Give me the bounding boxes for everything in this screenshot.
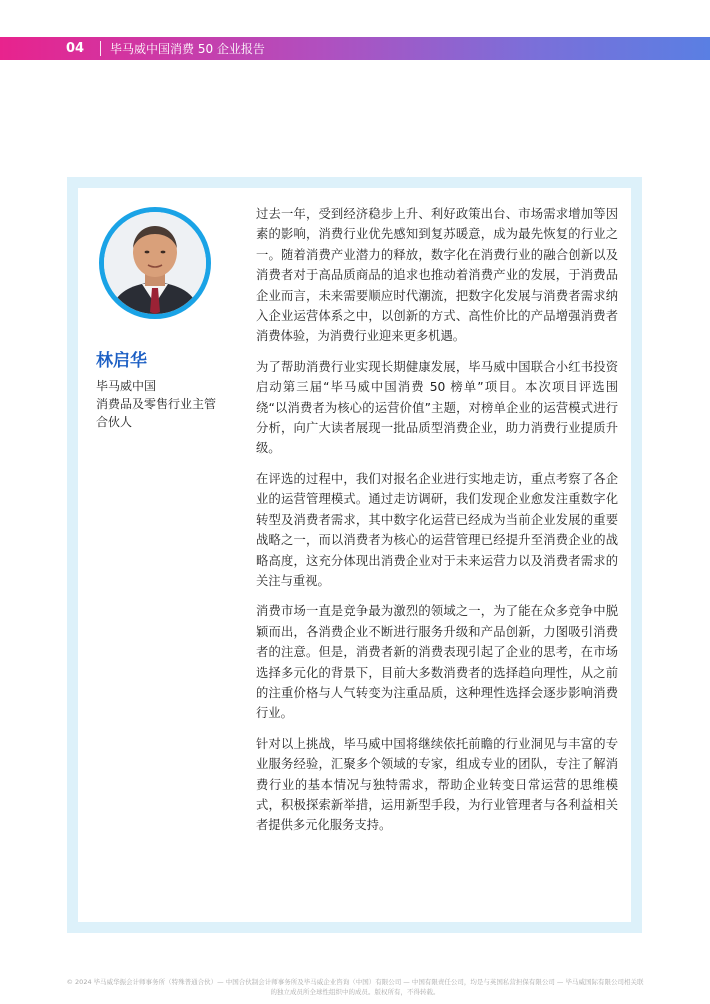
page-number: 04 — [66, 41, 85, 56]
footer-line: 的独立成员所全球性组织中的成员。版权所有，不得转载。 — [270, 988, 440, 996]
affiliation-line: 毕马威中国 — [96, 379, 157, 393]
body-paragraph: 为了帮助消费行业实现长期健康发展，毕马威中国联合小红书投资启动第三届“毕马威中国消费 50 榜单”项目。本次项目评选围绕“以消费者为核心的运营价值”主题，对榜单企业的运营模式进行分析，向广大读者展现一批品质型消费企业，助力消费行业提质升级。 — [256, 359, 618, 456]
content-panel — [67, 177, 642, 933]
header-bar — [0, 37, 710, 60]
copyright-footer — [0, 977, 710, 997]
body-text — [256, 204, 618, 846]
portrait-illustration — [104, 212, 206, 314]
body-paragraph: 消费市场一直是竞争最为激烈的领域之一，为了能在众多竞争中脱颖而出，各消费企业不断进行服务升级和产品创新，力图吸引消费者的注意。但是，消费者新的消费表现引起了企业的思考，在市场选择多元化的背景下，目前大多数消费者的选择趋向理性，从之前的注重价格与人气转变为注重品质，这种理性选择会逐步影响消费行业。 — [256, 604, 618, 721]
person-affiliation — [96, 377, 246, 431]
content-panel-inner — [78, 188, 631, 922]
footer-line: © 2024 毕马威华振会计师事务所（特殊普通合伙）— 中国合伙制会计师事务所及毕马威企业咨询（中国）有限公司 — 中国有限责任公司，均是与英国私营担保有限公司 — 毕马威国际有限公司相关联 — [66, 978, 644, 986]
body-paragraph: 针对以上挑战，毕马威中国将继续依托前瞻的行业洞见与丰富的专业服务经验，汇聚多个领域的专家，组成专业的团队，专注了解消费行业的基本情况与独特需求，帮助企业转变日常运营的思维模式，积极探索新举措，运用新型手段，为行业管理者与各利益相关者提供多元化服务支持。 — [256, 736, 618, 833]
profile-photo — [99, 207, 211, 319]
body-paragraph: 在评选的过程中，我们对报名企业进行实地走访，重点考察了各企业的运营管理模式。通过走访调研，我们发现企业愈发注重数字化转型及消费者需求，其中数字化运营已经成为当前企业发展的重要战略之一，而以消费者为核心的运营管理已经提升至消费企业的战略高度，这充分体现出消费企业对于未来运营力以及消费者需求的关注与重视。 — [256, 471, 618, 588]
person-name: 林启华 — [96, 351, 147, 371]
affiliation-line: 消费品及零售行业主管 — [96, 397, 217, 411]
affiliation-line: 合伙人 — [96, 415, 133, 429]
report-title: 毕马威中国消费 50 企业报告 — [110, 42, 265, 56]
body-paragraph: 过去一年，受到经济稳步上升、利好政策出台、市场需求增加等因素的影响，消费行业优先感知到复苏暖意，成为最先恢复的行业之一。随着消费产业潜力的释放，数字化在消费行业的融合创新以及消费者对于高品质商品的追求也推动着消费产业的发展，于消费品企业而言，未来需要顺应时代潮流，把数字化发展与消费者需求纳入企业运营体系之中，以创新的方式、高性价比的产品增强消费者消费体验，为消费行业迎来更多机遇。 — [256, 207, 618, 344]
header-divider — [100, 41, 101, 56]
